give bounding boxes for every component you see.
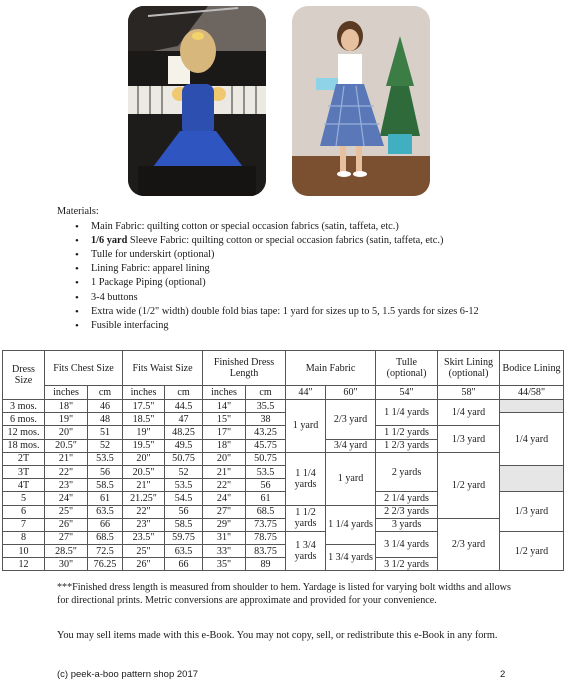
cell-waist-cm: 66: [165, 558, 203, 571]
cell-size: 5: [3, 492, 45, 505]
cell-size: 6 mos.: [3, 413, 45, 426]
cell-length-in: 15": [203, 413, 246, 426]
materials-heading: Materials:: [57, 206, 99, 217]
unit-width-44: 44": [286, 386, 326, 400]
cell-waist-cm: 63.5: [165, 545, 203, 558]
cell-tulle: 1 2/3 yards: [376, 439, 438, 452]
cell-tulle: 2 yards: [376, 452, 438, 492]
cell-waist-in: 19": [123, 426, 165, 439]
license-text: You may sell items made with this e-Book. You may not copy, sell, or redistribute this e-Book in any form.: [57, 630, 498, 641]
cell-size: 8: [3, 531, 45, 544]
header-chest: Fits Chest Size: [45, 351, 123, 386]
cell-tulle: 3 1/2 yards: [376, 558, 438, 571]
cell-length-cm: 83.75: [246, 545, 286, 558]
cell-bodice-lining: 1/4 yard: [500, 413, 564, 466]
table-row: [3, 518, 564, 531]
cell-length-in: 29": [203, 518, 246, 531]
cell-size: 3T: [3, 465, 45, 478]
cell-waist-in: 23.5": [123, 531, 165, 544]
cell-waist-in: 20": [123, 452, 165, 465]
unit-cm: cm: [165, 386, 203, 400]
cell-chest-in: 18": [45, 400, 88, 413]
cell-chest-cm: 51: [88, 426, 123, 439]
cell-waist-cm: 50.75: [165, 452, 203, 465]
materials-item: • Extra wide (1/2" width) double fold bias tape: 1 yard for sizes up to 5, 1.5 yards for sizes 6-12: [57, 305, 557, 319]
cell-length-in: 18": [203, 439, 246, 452]
cell-bodice-lining: 1/3 yard: [500, 492, 564, 532]
cell-size: 2T: [3, 452, 45, 465]
cell-chest-in: 25": [45, 505, 88, 518]
header-length: Finished Dress Length: [203, 351, 286, 386]
cell-waist-in: 23": [123, 518, 165, 531]
cell-skirt-lining: 2/3 yard: [438, 518, 500, 571]
cell-length-in: 24": [203, 492, 246, 505]
table-row: [3, 452, 564, 465]
cell-main60: 1 3/4 yards: [326, 545, 376, 571]
materials-item: • Lining Fabric: apparel lining: [57, 262, 557, 276]
unit-width-60: 60": [326, 386, 376, 400]
size-chart-table: [2, 350, 564, 571]
cell-length-in: 14": [203, 400, 246, 413]
cell-chest-cm: 56: [88, 465, 123, 478]
cell-waist-cm: 59.75: [165, 531, 203, 544]
cell-waist-cm: 49.5: [165, 439, 203, 452]
cell-chest-in: 24": [45, 492, 88, 505]
cell-tulle: 1 1/2 yards: [376, 426, 438, 439]
cell-length-in: 35": [203, 558, 246, 571]
cell-waist-in: 18.5": [123, 413, 165, 426]
cell-chest-cm: 66: [88, 518, 123, 531]
cell-length-in: 31": [203, 531, 246, 544]
cell-chest-in: 21": [45, 452, 88, 465]
cell-length-cm: 50.75: [246, 452, 286, 465]
photo-girl-by-christmas-tree: [292, 6, 430, 196]
unit-cm: cm: [246, 386, 286, 400]
cell-length-in: 17": [203, 426, 246, 439]
cell-main60: 1 yard: [326, 452, 376, 505]
materials-item: • Main Fabric: quilting cotton or special occasion fabrics (satin, taffeta, etc.): [57, 220, 557, 234]
unit-inches: inches: [203, 386, 246, 400]
header-skirt-lining: Skirt Lining (optional): [438, 351, 500, 386]
cell-chest-cm: 68.5: [88, 531, 123, 544]
cell-bodice-empty: [500, 400, 564, 413]
cell-size: 12: [3, 558, 45, 571]
cell-waist-in: 22": [123, 505, 165, 518]
cell-length-cm: 61: [246, 492, 286, 505]
cell-length-in: 20": [203, 452, 246, 465]
footer-copyright: (c) peek-a-boo pattern shop 2017: [57, 669, 199, 680]
unit-inches: inches: [45, 386, 88, 400]
cell-length-cm: 89: [246, 558, 286, 571]
cell-length-cm: 35.5: [246, 400, 286, 413]
unit-width-58: 58": [438, 386, 500, 400]
cell-waist-cm: 54.5: [165, 492, 203, 505]
table-footnote: ***Finished dress length is measured from shoulder to hem. Yardage is listed for varying bolt widths and allows for directional prints. Metric conversions are approximate and provided for your convenience.: [57, 582, 511, 606]
materials-item: • 1/6 yard Sleeve Fabric: quilting cotton or special occasion fabrics (satin, taffeta, etc.): [57, 234, 557, 248]
materials-item: • Fusible interfacing: [57, 319, 557, 333]
cell-chest-in: 22": [45, 465, 88, 478]
header-tulle: Tulle (optional): [376, 351, 438, 386]
cell-bodice-lining: 1/2 yard: [500, 531, 564, 571]
cell-size: 18 mos.: [3, 439, 45, 452]
cell-length-cm: 73.75: [246, 518, 286, 531]
cell-tulle: 3 1/4 yards: [376, 531, 438, 557]
header-main-fabric: Main Fabric: [286, 351, 376, 386]
unit-width-54: 54": [376, 386, 438, 400]
cell-skirt-lining: 1/3 yard: [438, 426, 500, 452]
cell-tulle: 1 1/4 yards: [376, 400, 438, 426]
cell-size: 6: [3, 505, 45, 518]
cell-length-in: 21": [203, 465, 246, 478]
header-bodice-lining: Bodice Lining: [500, 351, 564, 386]
unit-width-44-58: 44/58": [500, 386, 564, 400]
header-waist: Fits Waist Size: [123, 351, 203, 386]
cell-main44: 1 yard: [286, 400, 326, 453]
cell-waist-in: 26": [123, 558, 165, 571]
cell-chest-cm: 48: [88, 413, 123, 426]
cell-waist-in: 20.5": [123, 465, 165, 478]
cell-length-cm: 38: [246, 413, 286, 426]
cell-length-cm: 68.5: [246, 505, 286, 518]
cell-waist-cm: 58.5: [165, 518, 203, 531]
materials-list: [57, 220, 557, 333]
cell-size: 7: [3, 518, 45, 531]
cell-main44: 1 1/2 yards: [286, 505, 326, 531]
cell-waist-cm: 56: [165, 505, 203, 518]
cell-waist-cm: 44.5: [165, 400, 203, 413]
cell-waist-in: 19.5": [123, 439, 165, 452]
cell-skirt-lining: 1/2 yard: [438, 452, 500, 518]
materials-item: • Tulle for underskirt (optional): [57, 248, 557, 262]
cell-tulle: 2 1/4 yards: [376, 492, 438, 505]
cell-size: 12 mos.: [3, 426, 45, 439]
cell-chest-cm: 63.5: [88, 505, 123, 518]
footer-page-number: 2: [500, 669, 506, 680]
cell-waist-cm: 47: [165, 413, 203, 426]
unit-cm: cm: [88, 386, 123, 400]
cell-size: 3 mos.: [3, 400, 45, 413]
cell-chest-cm: 53.5: [88, 452, 123, 465]
cell-chest-cm: 61: [88, 492, 123, 505]
cell-chest-cm: 72.5: [88, 545, 123, 558]
cell-chest-in: 20.5": [45, 439, 88, 452]
cell-chest-cm: 52: [88, 439, 123, 452]
cell-length-cm: 56: [246, 479, 286, 492]
cell-waist-in: 21.25": [123, 492, 165, 505]
cell-chest-cm: 46: [88, 400, 123, 413]
cell-main60: 2/3 yard: [326, 400, 376, 440]
cell-main60: 3/4 yard: [326, 439, 376, 452]
cell-length-in: 33": [203, 545, 246, 558]
cell-length-cm: 53.5: [246, 465, 286, 478]
cell-chest-in: 28.5": [45, 545, 88, 558]
cell-main60: 1 1/4 yards: [326, 505, 376, 545]
table-row: [3, 426, 564, 439]
cell-waist-cm: 53.5: [165, 479, 203, 492]
cell-waist-in: 17.5": [123, 400, 165, 413]
cell-length-in: 27": [203, 505, 246, 518]
table-row: [3, 400, 564, 413]
cell-length-in: 22": [203, 479, 246, 492]
cell-skirt-lining: 1/4 yard: [438, 400, 500, 426]
cell-chest-in: 27": [45, 531, 88, 544]
cell-chest-in: 30": [45, 558, 88, 571]
cell-main44: 1 1/4 yards: [286, 452, 326, 505]
cell-length-cm: 45.75: [246, 439, 286, 452]
cell-chest-in: 19": [45, 413, 88, 426]
cell-chest-in: 26": [45, 518, 88, 531]
cell-tulle: 2 2/3 yards: [376, 505, 438, 518]
materials-item: • 3-4 buttons: [57, 291, 557, 305]
cell-length-cm: 43.25: [246, 426, 286, 439]
materials-section: [57, 205, 557, 333]
unit-inches: inches: [123, 386, 165, 400]
cell-chest-in: 23": [45, 479, 88, 492]
cell-waist-in: 25": [123, 545, 165, 558]
cell-main44: 1 3/4 yards: [286, 531, 326, 571]
cell-size: 10: [3, 545, 45, 558]
cell-waist-cm: 52: [165, 465, 203, 478]
cell-chest-in: 20": [45, 426, 88, 439]
cell-waist-in: 21": [123, 479, 165, 492]
cell-length-cm: 78.75: [246, 531, 286, 544]
materials-item: • 1 Package Piping (optional): [57, 276, 557, 290]
cell-bodice-empty: [500, 465, 564, 491]
photo-girl-at-piano: [128, 6, 266, 196]
cell-waist-cm: 48.25: [165, 426, 203, 439]
cell-chest-cm: 58.5: [88, 479, 123, 492]
cell-tulle: 3 yards: [376, 518, 438, 531]
header-dress-size: Dress Size: [3, 351, 45, 400]
cell-chest-cm: 76.25: [88, 558, 123, 571]
cell-size: 4T: [3, 479, 45, 492]
